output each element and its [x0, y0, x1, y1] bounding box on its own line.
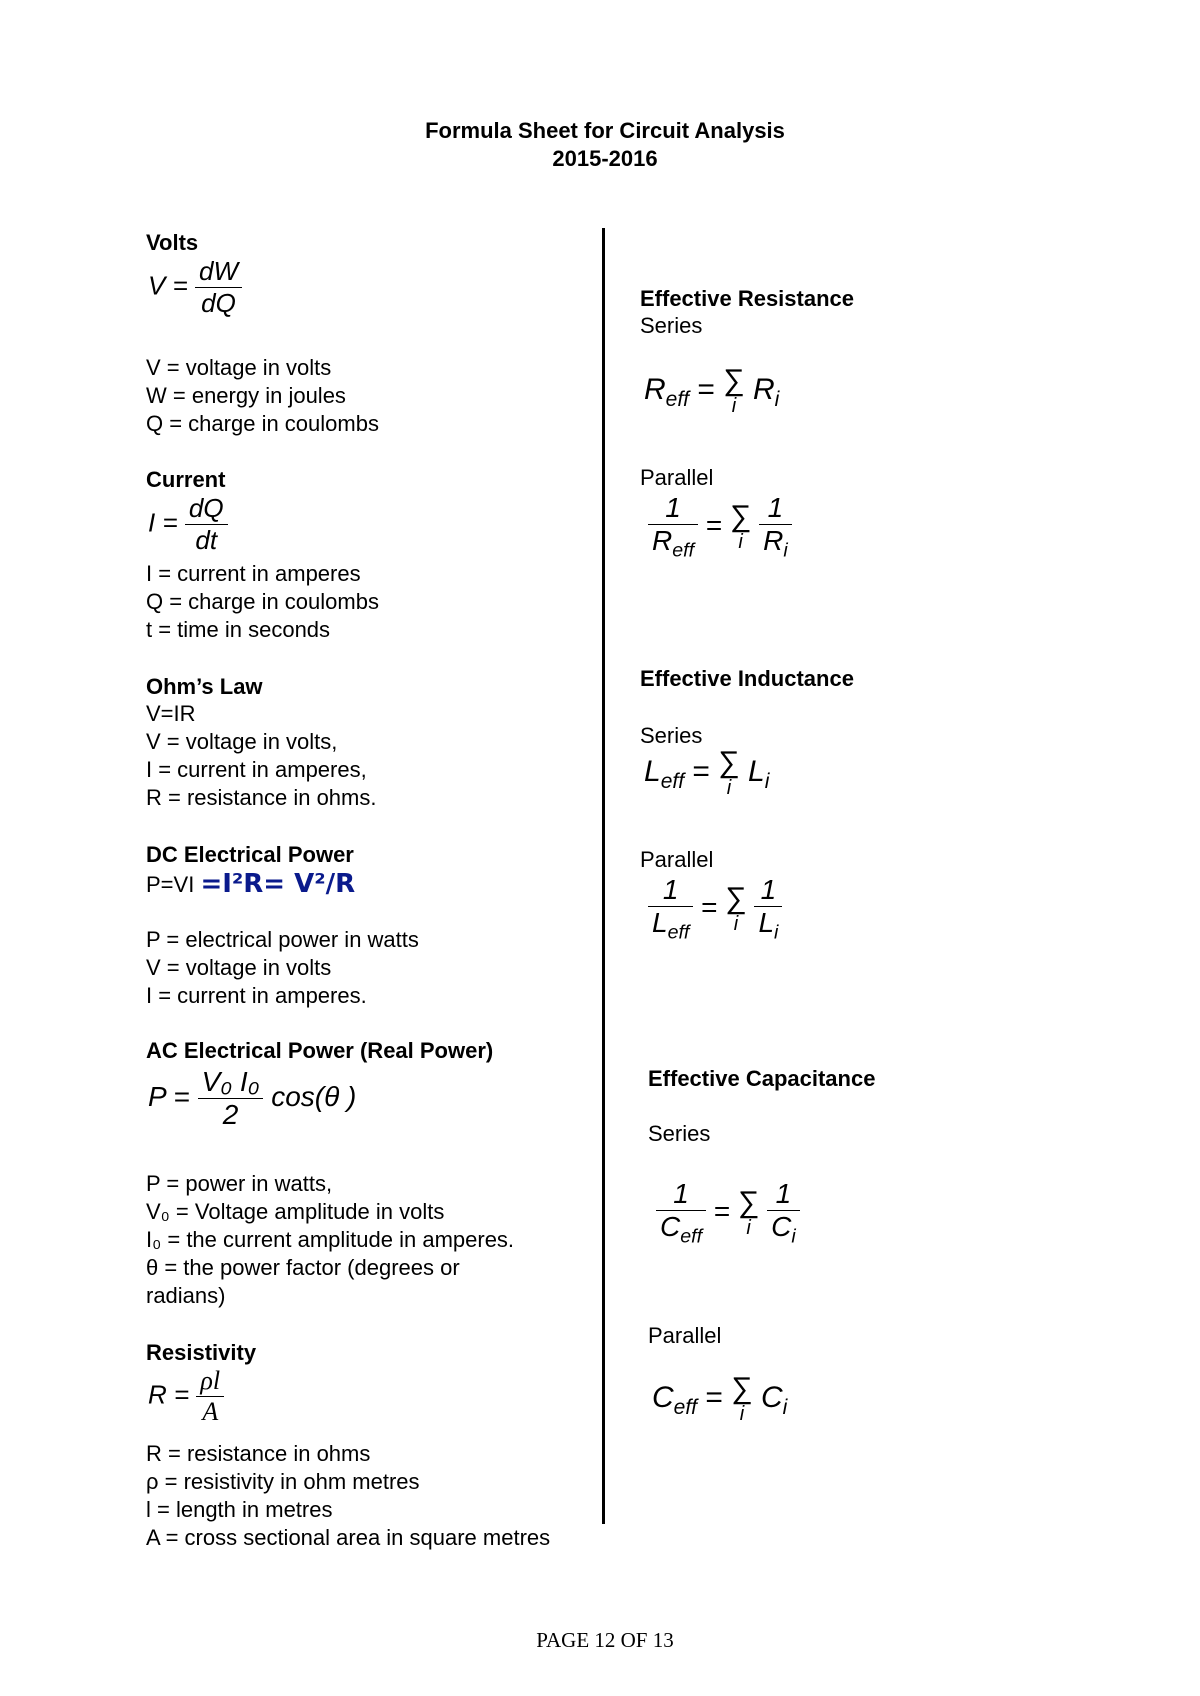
resistivity-formula: R = $\frac{\rho l}{A}$	[148, 1366, 224, 1427]
page-year: 2015-2016	[552, 146, 658, 171]
inductance-series-formula: $L_{eff}$ = ∑ i $L_i$	[644, 746, 770, 799]
inductance-parallel-formula: $\frac{1}{L_{eff}}$ = ∑ i $\frac{1}{L_i}$	[648, 874, 782, 945]
page-title: Formula Sheet for Circuit Analysis	[425, 118, 785, 143]
ac-power-definitions: P = power in watts, V₀ = Voltage amplitude in volts I₀ = the current amplitude in amperes. θ = the power factor (degrees or radians)	[146, 1171, 515, 1308]
volts-formula: V = $\frac{dW}{dQ}$	[148, 256, 242, 319]
capacitance-parallel-label: Parallel	[648, 1323, 722, 1348]
current-formula: I = $\frac{dQ}{dt}$	[148, 493, 228, 556]
capacitance-heading: Effective Capacitance	[648, 1066, 876, 1091]
inductance-heading: Effective Inductance	[640, 666, 854, 691]
resistance-heading: Effective Resistance	[640, 286, 854, 311]
page-number: PAGE 12 OF 13	[536, 1628, 674, 1652]
volts-heading: Volts	[146, 230, 199, 255]
volts-definitions: V = voltage in volts W = energy in joules Q = charge in coulombs	[146, 355, 379, 436]
dc-power-heading: DC Electrical Power	[146, 842, 354, 867]
current-definitions: I = current in amperes Q = charge in coulombs t = time in seconds	[146, 561, 379, 642]
resistance-parallel-label: Parallel	[640, 465, 714, 490]
resistivity-heading: Resistivity	[146, 1340, 257, 1365]
ac-power-heading: AC Electrical Power (Real Power)	[146, 1038, 494, 1063]
ohms-definitions: V=IR V = voltage in volts, I = current in amperes, R = resistance in ohms.	[146, 701, 377, 810]
capacitance-series-label: Series	[648, 1121, 711, 1146]
ohms-heading: Ohm’s Law	[146, 674, 263, 699]
resistance-series-label: Series	[640, 313, 703, 338]
resistance-series-formula: $R_{eff}$ = ∑ i $R_i$	[644, 364, 780, 417]
resistance-parallel-formula: $\frac{1}{R_{eff}}$ = ∑ i $\frac{1}{R_i}$	[648, 492, 792, 563]
dc-power-formula: P=VI =I²R= V²/R	[146, 869, 356, 899]
column-divider	[602, 228, 605, 1524]
dc-power-definitions: P = electrical power in watts V = voltage in volts I = current in amperes.	[146, 927, 419, 1008]
capacitance-parallel-formula: $C_{eff}$ = ∑ i $C_i$	[652, 1372, 788, 1425]
inductance-series-label: Series	[640, 723, 703, 748]
ac-power-formula: P = $\frac{\text{V₀ I₀}}{2}$ cos(θ )	[148, 1066, 357, 1130]
capacitance-series-formula: $\frac{1}{C_{eff}}$ = ∑ i $\frac{1}{C_i}$	[656, 1178, 800, 1249]
inductance-parallel-label: Parallel	[640, 847, 714, 872]
resistivity-definitions: R = resistance in ohms ρ = resistivity in ohm metres l = length in metres A = cross sectional area in square metres	[146, 1441, 551, 1550]
handwritten-annotation: =I²R= V²/R	[200, 869, 356, 899]
current-heading: Current	[146, 467, 226, 492]
